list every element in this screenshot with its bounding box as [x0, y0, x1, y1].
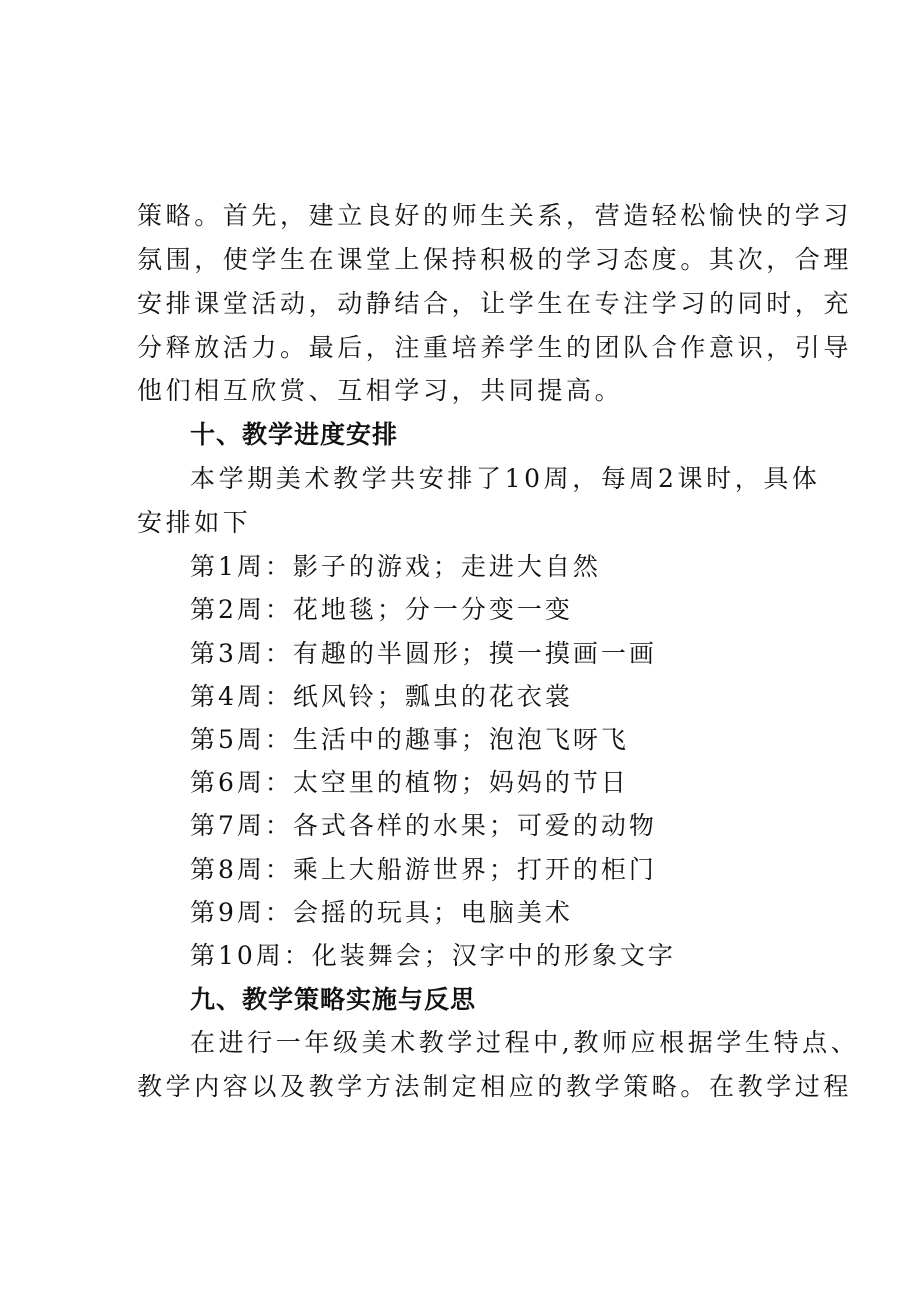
- schedule-intro-line: 本学期美术教学共安排了10周，每周2课时，具体: [190, 464, 821, 493]
- paragraph-line: 策略。首先，建立良好的师生关系，营造轻松愉快的学习: [137, 201, 853, 230]
- schedule-week-item: 第9周：会摇的玩具；电脑美术: [190, 898, 573, 927]
- paragraph-line: 他们相互欣赏、互相学习，共同提高。: [137, 376, 624, 405]
- section-heading-reflection: 九、教学策略实施与反思: [190, 985, 477, 1014]
- schedule-week-item: 第7周：各式各样的水果；可爱的动物: [190, 811, 657, 840]
- schedule-week-item: 第5周：生活中的趣事；泡泡飞呀飞: [190, 725, 629, 754]
- schedule-week-item: 第10周：化装舞会；汉字中的形象文字: [190, 941, 676, 970]
- schedule-week-item: 第8周：乘上大船游世界；打开的柜门: [190, 855, 657, 884]
- paragraph-line: 在进行一年级美术教学过程中,教师应根据学生特点、: [190, 1028, 860, 1057]
- schedule-week-item: 第6周：太空里的植物；妈妈的节日: [190, 768, 629, 797]
- schedule-week-item: 第2周：花地毯；分一分变一变: [190, 595, 573, 624]
- paragraph-line: 分释放活力。最后，注重培养学生的团队合作意识，引导: [137, 333, 853, 362]
- schedule-week-item: 第3周：有趣的半圆形；摸一摸画一画: [190, 639, 657, 668]
- paragraph-line: 教学内容以及教学方法制定相应的教学策略。在教学过程: [137, 1072, 853, 1101]
- section-heading-schedule: 十、教学进度安排: [190, 420, 399, 449]
- schedule-week-item: 第1周：影子的游戏；走进大自然: [190, 552, 601, 581]
- schedule-intro-line: 安排如下: [137, 508, 252, 537]
- paragraph-line: 安排课堂活动，动静结合，让学生在专注学习的同时，充: [137, 289, 853, 318]
- schedule-week-item: 第4周：纸风铃；瓢虫的花衣裳: [190, 682, 573, 711]
- paragraph-line: 氛围，使学生在课堂上保持积极的学习态度。其次，合理: [137, 245, 853, 274]
